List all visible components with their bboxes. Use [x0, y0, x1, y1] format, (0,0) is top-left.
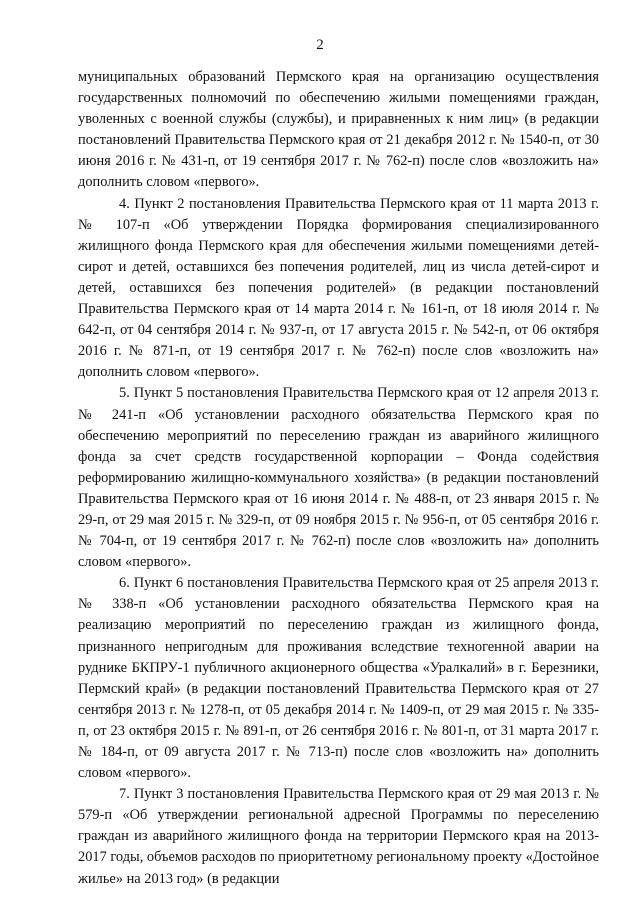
paragraph-item-4: 4. Пункт 2 постановления Правительства Пермского края от 11 марта 2013 г. № 107-п «Об утверждении Порядка формирования специализированного жилищного фонда Пермского края для обеспечения жилыми помещениями детей-сирот и детей, оставшихся без попечения родителей, лиц из числа детей-сирот и детей, оставшихся без попечения родителей» (в редакции постановлений Правительства Пермского края от 14 марта 2014 г. № 161-п, от 18 июля 2014 г. № 642-п, от 04 сентября 2014 г. № 937-п, от 17 августа 2015 г. № 542-п, от 06 октября 2016 г. № 871-п, от 19 сентября 2017 г. № 762-п) после слов «возложить на» дополнить словом «первого».: [78, 195, 599, 381]
page-number: 2: [316, 37, 324, 53]
paragraph-item-7: 7. Пункт 3 постановления Правительства Пермского края от 29 мая 2013 г. № 579-п «Об утверждении региональной адресной Программы по переселению граждан из аварийного жилищного фонда на территории Пермского края на 2013-2017 годы, объемов расходов по приоритетному региональному проекту «Достойное жилье» на 2013 год» (в редакции: [78, 786, 599, 887]
paragraph-item-6: 6. Пункт 6 постановления Правительства Пермского края от 25 апреля 2013 г. № 338-п «Об установлении расходного обязательства Пермского края на реализацию мероприятий по переселению граждан из жилищного фонда, признанного непригодным для проживания вследствие техногенной аварии на руднике БКПРУ-1 публичного акционерного общества «Уралкалий» в г. Березники, Пермский край» (в редакции постановлений Правительства Пермского края от 27 сентября 2013 г. № 1278-п, от 05 декабря 2014 г. № 1409-п, от 29 мая 2015 г. № 335-п, от 23 октября 2015 г. № 891-п, от 26 сентября 2016 г. № 801-п, от 31 марта 2017 г. № 184-п, от 09 августа 2017 г. № 713-п) после слов «возложить на» дополнить словом «первого».: [78, 575, 599, 782]
document-body: [78, 67, 599, 890]
paragraph-continuation: муниципальных образований Пермского края на организацию осуществления государственных полномочий по обеспечению жилыми помещениями граждан, уволенных с военной службы (службы), и приравненных к ним лиц» (в редакции постановлений Правительства Пермского края от 21 декабря 2012 г. № 1540-п, от 30 июня 2016 г. № 431-п, от 19 сентября 2017 г. № 762-п) после слов «возложить на» дополнить словом «первого».: [78, 69, 599, 191]
paragraph-item-5: 5. Пункт 5 постановления Правительства Пермского края от 12 апреля 2013 г. № 241-п «Об установлении расходного обязательства Пермского края по обеспечению мероприятий по переселению граждан из аварийного жилищного фонда за счет средств государственной корпорации – Фонда содействия реформированию жилищно-коммунального хозяйства» (в редакции постановлений Правительства Пермского края от 16 июня 2014 г. № 488-п, от 23 января 2015 г. № 29-п, от 29 мая 2015 г. № 329-п, от 09 ноября 2015 г. № 956-п, от 05 сентября 2016 г. № 704-п, от 19 сентября 2017 г. № 762-п) после слов «возложить на» дополнить словом «первого».: [78, 385, 599, 571]
